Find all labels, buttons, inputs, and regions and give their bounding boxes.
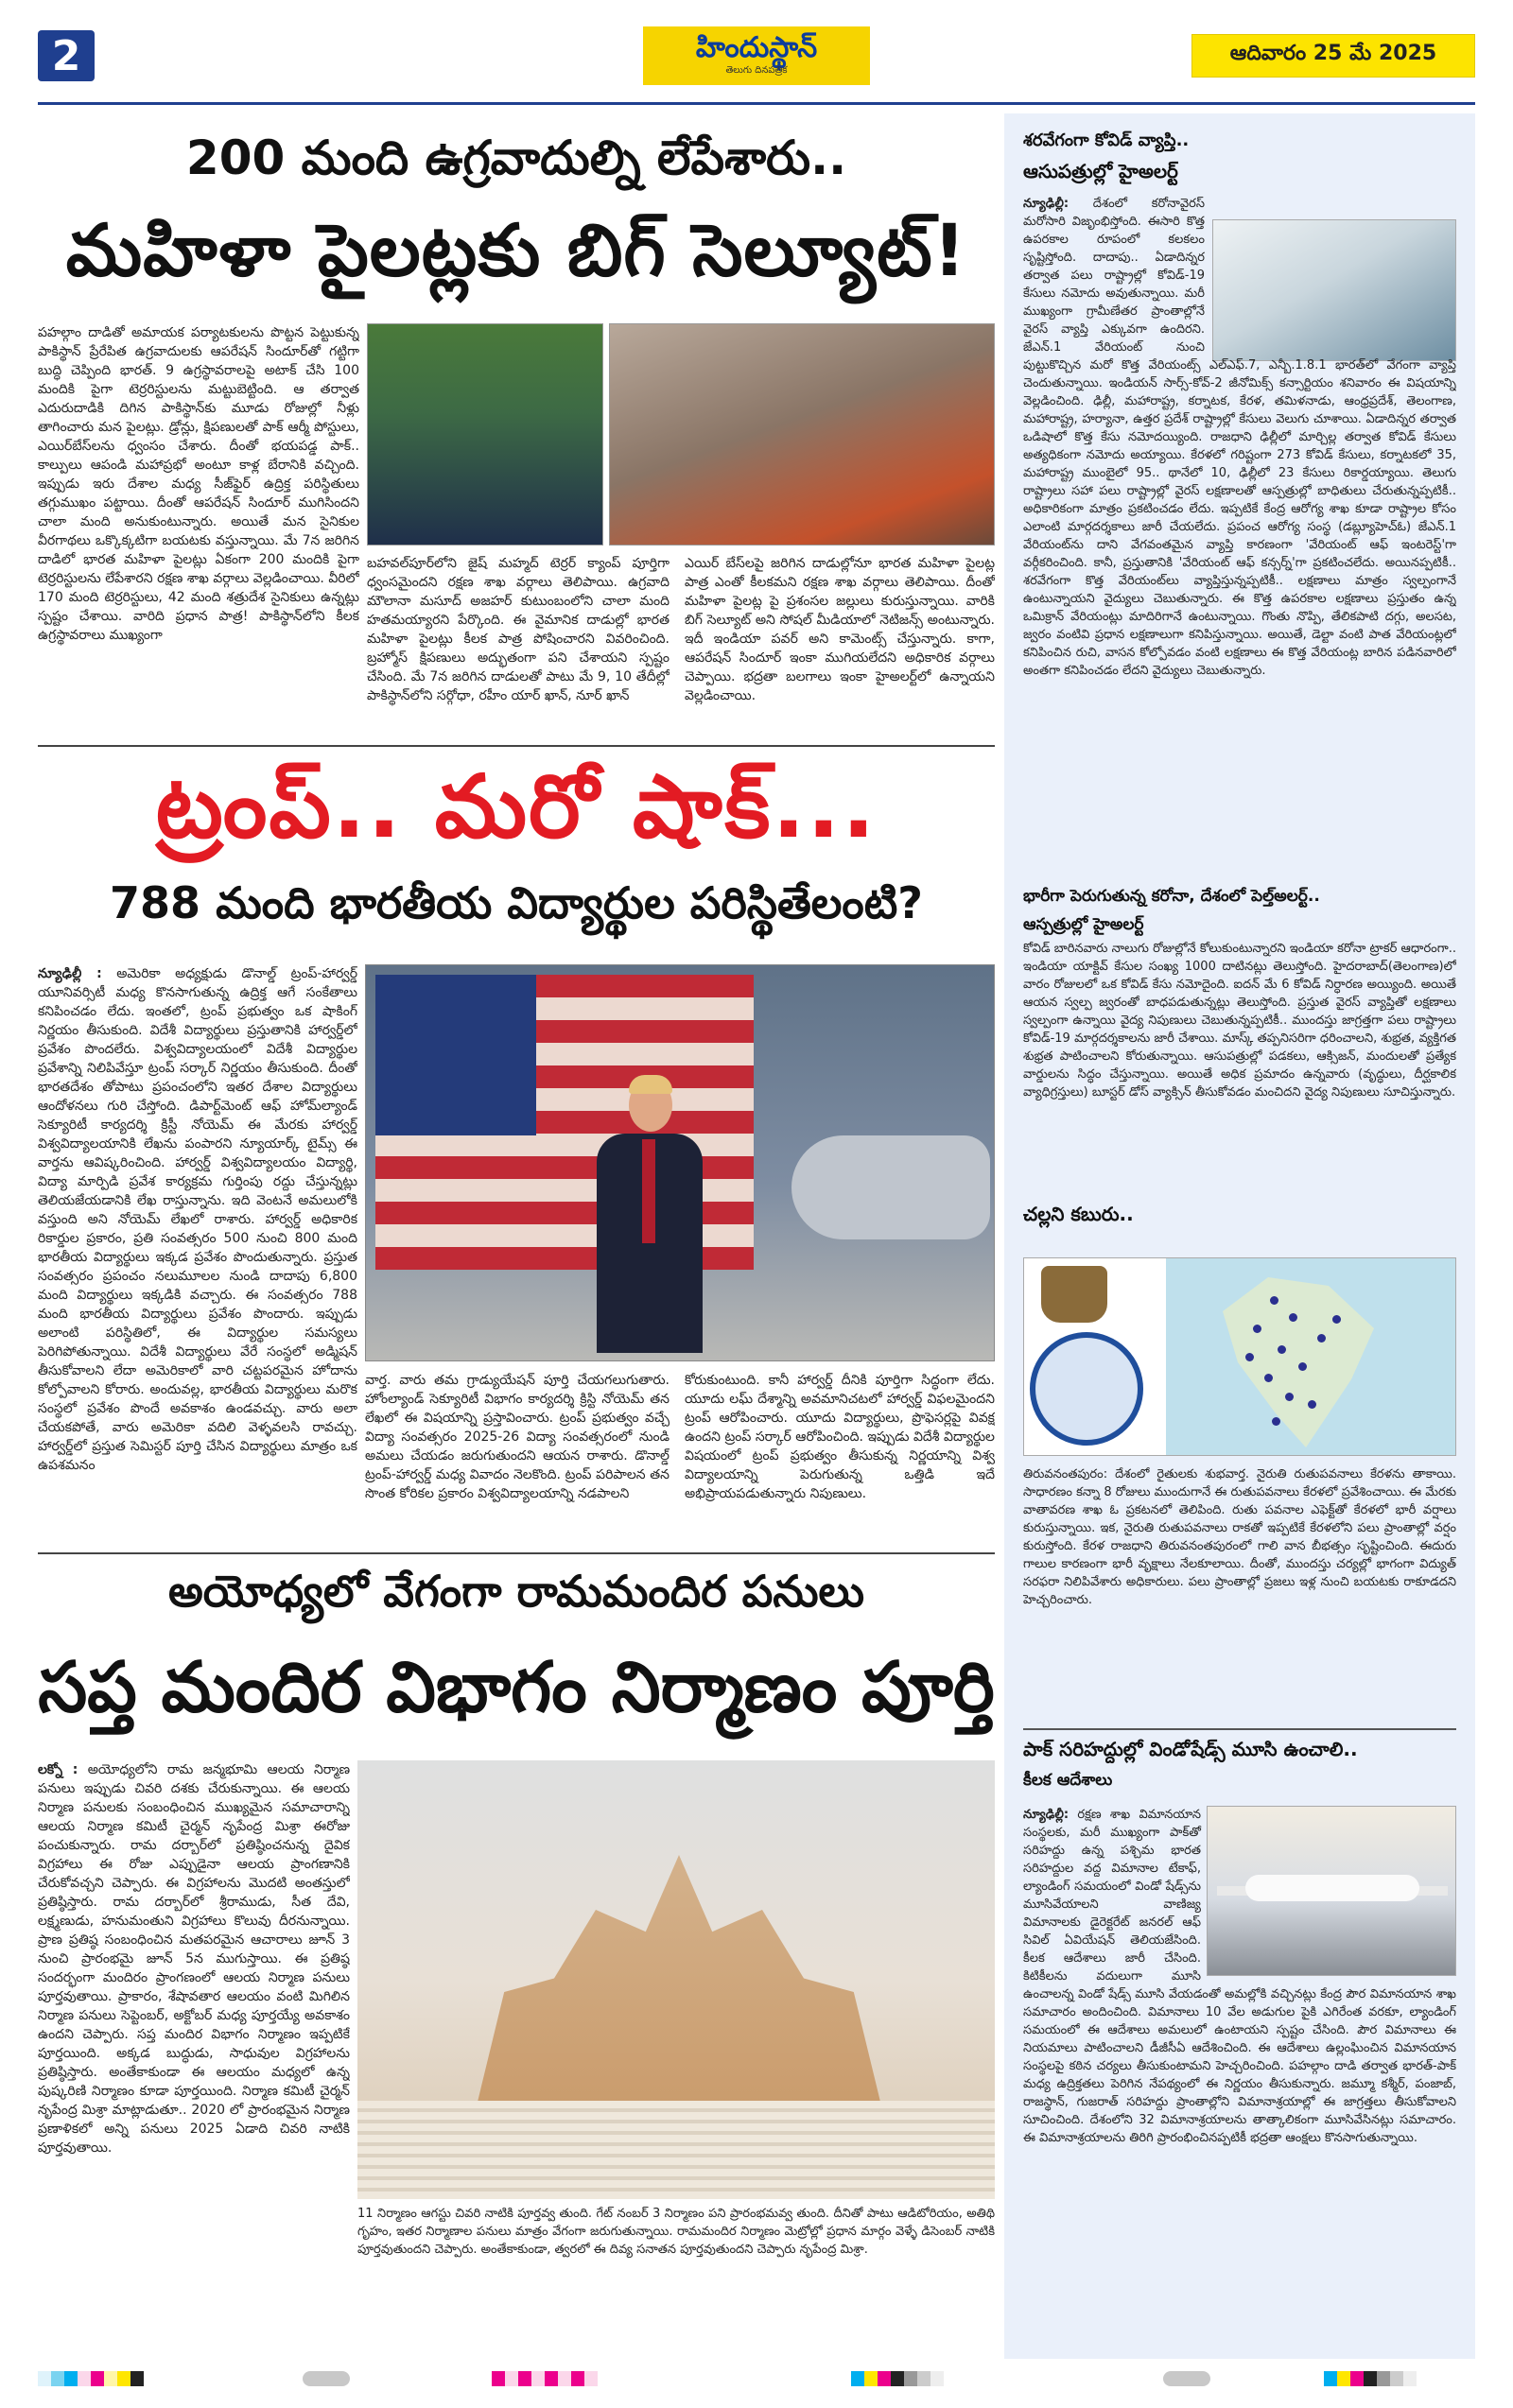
border-headline: కీలక ఆదేశాలు [1023, 1771, 1113, 1790]
registration-mark [1163, 2371, 1210, 2386]
story2-column-1 [38, 964, 357, 1541]
story2-column-3: కోరుకుంటుంది. కానీ హార్వర్డ్ దీనికి పూర్తిగా సిద్ధంగా లేదు. యూదు లఘ్ దేశ్మాన్ని అవమానిచటలో హార్వర్డ్ విఫలమైందని ట్రంప్ ఆరోపించారు. యూదు విద్యార్థులు, ప్రొఫెసర్లపై వివక్ష ఉందని ట్రంప్ సర్కార్ ఆరోపించింది. ఇప్పుడు విదేశీ విద్యార్థుల విషయంలో ట్రంప్ ప్రభుత్వం తీసుకున్న నిర్ణయాన్ని విశ్వ విద్యాలయాన్ని పెరుగుతున్న ఒత్తిడి ఇదే అభిప్రాయపడుతున్నారు నిపుణులు. [685, 1373, 995, 1501]
covid-kicker: శరవేగంగా కోవిడ్ వ్యాప్తి.. [1023, 130, 1190, 150]
covid-dateline: న్యూఢిల్లీ: [1023, 197, 1070, 211]
covid-body-text: దేశంలో కరోనావైరస్ మరోసారి విజృంభిస్తోంది. ఈసారి కొత్త ఉపరకాల రూపంలో కలకలం సృష్టిస్తోంది. దాదాపు.. ఏడాదిన్నర తర్వాత పలు రాష్ట్రాల్లో కోవిడ్-19 కేసులు నమోదు అవుతున్నాయి. మరీ ముఖ్యంగా గ్రామీణేతర ప్రాంతాల్లోనే వైరస్ వ్యాప్తి ఎక్కువగా ఉందిరని. జేఎన్.1 వేరియంట్ నుంచి పుట్టుకొచ్చిన మరో కొత్త వేరియంట్స్ ఎల్ఎఫ్.7, ఎన్బీ.1.8.1 భారత్‌లో వేగంగా వ్యాప్తి చెందుతున్నాయి. ఇండియన్ సార్స్-కోవ్-2 జీనోమిక్స్ కన్సార్టియం శనివారం ఈ విషయాన్ని వెల్లడించింది. ఢిల్లీ, మహారాష్ట్ర, కర్నాటక, కేరళ, తమిళనాడు, ఆంధ్రప్రదేశ్, తెలంగాణ, మహారాష్ట్ర, హర్యానా, ఉత్తర ప్రదేశ్ రాష్ట్రాల్లో కేసులు వెలుగు చూశాయి. ఏడాదిన్నర తర్వాత ఒడిషాలో కొత్త కేసు నమోదయ్యింది. రాజధాని ఢిల్లీలో మార్చిల్ల తర్వాత కోవిడ్ కేసులు అత్యధికంగా నమోదు అయ్యాయి. కేరళలో గరిష్టంగా 273 కోవిడ్ కేసులు, కర్నాటకలో 35, మహారాష్ట్ర ముంబైలో 95.. థానేలో 10, ఢిల్లీలో 23 కేసులు రికార్డయ్యాయి. తెలుగు రాష్ట్రాలు సహా పలు రాష్ట్రాల్లో వైరస్ లక్షణాలతో ఆస్పత్రుల్లో బాధితులు చేరుతున్నప్పటికీ.. అధికారికంగా మాత్రం ప్రకటించడం లేదు. ఇప్పటికే కేంద్ర ఆరోగ్య శాఖ కూడా రాష్ట్రాల కోసం ఎలాంటి మార్గదర్శకాలు జారీ చేయలేదు. ప్రపంచ ఆరోగ్య సంస్థ (డబ్ల్యూహెచ్‌ఓ) జేఎన్.1 వేరియంట్‌ను దాని వేగవంతమైన వ్యాప్తి కారణంగా 'వేరియంట్ ఆఫ్ ఇంటరెస్ట్'గా వర్గీకరించింది. కానీ, ప్రస్తుతానికి 'వేరియంట్ ఆఫ్ కన్సర్న్'గా ప్రకటించలేదు. అయినప్పటికీ.. శరవేగంగా కొత్త వేరియంట్‌లు వ్యాప్తిస్తున్నప్పటికీ.. లక్షణాలు మాత్రం స్వల్పంగానే ఉంటున్నాయని వైద్యులు చెబుతున్నారు. ఈ కొత్త ఉపరకాల లక్షణాలు ప్రస్తుతం ఉన్న ఒమిక్రాన్ వేరియంట్లు మాదిరిగానే ఉంటున్నాయి. గొంతు నొప్పి, తేలికపాటి దగ్గు, అలసట, జ్వరం వంటివి ప్రధాన లక్షణాలుగా కనిపిస్తున్నాయి. అయితే, డెల్టా వంటి పాత వేరియంట్లలో కనిపించిన రుచి, వాసన కోల్పోవడం వంటి లక్షణాలు ఈ కొత్త వేరియంట్ల బారిన పడినవారిలో అంతగా కనిపించడం లేదని వైద్యులు చెబుతున్నారు. [1023, 197, 1456, 678]
weather-body: తిరువనంతపురం: దేశంలో రైతులకు శుభవార్త. నైరుతి రుతుపవనాలు కేరళను తాకాయి. సాధారణం కన్నా 8 రోజులు ముందుగానే ఈ రుతుపవనాలు కేరళలో ప్రవేశించాయి. ఈ మేరకు వాతావరణ శాఖ ఓ ప్రకటనలో తెలిపింది. రుతు పవనాల ఎఫెక్ట్‌తో కేరళలో భారీ వర్షాలు కురుస్తున్నాయి. ఇక, నైరుతి రుతుపవనాలు రాకతో ఇప్పటికే కేరళలోని పలు ప్రాంతాల్లో వర్షం కురుస్తోంది. కేరళ రాజధాని తిరువనంతపురంలో గాలి వాన బీభత్సం సృష్టించింది. ఈదురు గాలుల కారణంగా భారీ వృక్షాలు నేలకూలాయి. దీంతో, ముందస్తు చర్యల్లో భాగంగా విద్యుత్ సరఫరా నిలిపివేశారు అధికారులు. పలు ప్రాంతాల్లో ప్రజలు ఇళ్ల నుంచి బయటకు రాకూడదని హెచ్చరించారు. [1023, 1467, 1456, 1607]
story2-subheadline: 788 మంది భారతీయ విద్యార్థుల పరిస్థితేలంటి? [110, 877, 923, 928]
sidebar-covid-story [1023, 130, 1456, 193]
story3-column-1-text: అయోధ్యలోని రామ జన్మభూమి ఆలయ నిర్మాణ పనులు ఇప్పుడు చివరి దశకు చేరుకున్నాయి. ఈ ఆలయ నిర్మాణ పనులకు సంబంధించిన ముఖ్యమైన సమాచారాన్ని ఆలయ నిర్మాణ కమిటీ చైర్మన్ నృపేంద్ర మిశ్రా ఈరోజు పంచుకున్నారు. రామ దర్బార్‌లో ప్రతిష్ఠించనున్న దైవిక విగ్రహాలు ఈ రోజు ఎప్పుడైనా ఆలయ ప్రాంగణానికి చేరుకోవచ్చని చెప్పారు. ఈ విగ్రహాలను మొదటి అంతస్తులో ప్రతిష్ఠిస్తారు. రామ దర్బార్‌లో శ్రీరాముడు, సీత దేవి, లక్ష్మణుడు, హనుమంతుని విగ్రహాలు కొలువు దీరనున్నాయి. ప్రాణ ప్రతిష్ఠ సంబంధించిన మతపరమైన ఆచారాలు జూన్ 3 నుంచి ప్రారంభమై జూన్ 5న ముగుస్తాయి. ఈ ప్రతిష్ఠ సందర్భంగా మందిరం ప్రాంగణంలో ఆలయ నిర్మాణ పనులు పూర్తవుతాయి. ప్రాకారం, శేషావతార ఆలయం వంటి మిగిలిన నిర్మాణ పనులు సెప్టెంబర్, అక్టోబర్ మధ్య పూర్తయ్యే అవకాశం ఉందని చెప్పారు. సప్త మందిర విభాగం నిర్మాణం ఇప్పటికే పూర్తయింది. అక్కడ బుద్ధుడు, సాధువుల విగ్రహాలను ప్రతిష్ఠిస్తారు. అంతేకాకుండా ఈ ఆలయం మధ్యలో ఉన్న పుష్కరిణి నిర్మాణం కూడా పూర్తయింది. నిర్మాణ కమిటీ చైర్మన్ నృపేంద్ర మిశ్రా మాట్లాడుతూ.. 2020 లో ప్రారంభమైన నిర్మాణ ప్రణాళికలో అన్ని పనులు 2025 ఏడాది చివరి నాటికి పూర్తవుతాయి. [38, 1762, 350, 2156]
story1-column-1: పహల్గాం దాడితో అమాయక పర్యాటకులను పొట్టన పెట్టుకున్న పాకిస్థాన్ ప్రేరేపిత ఉగ్రవాదులకు ఆపరేషన్ సిందూర్‌తో గట్టిగా బుద్ధి చెప్పింది భారత్. 9 ఉగ్రస్థావరాలపై అటాక్ చేసి 100 మందికి పైగా టెర్రరిస్టులను మట్టుబెట్టింది. ఆ తర్వాత ఎదురుదాడికి దిగిన పాకిస్థాన్‌కు మూడు రోజుల్లో నీళ్లు తాగించారు మన పైలట్లు. డ్రోన్లు, క్షిపణులతో పాక్ ఆర్మీ పోస్టులు, ఎయిర్‌బేస్‌లను ధ్వంసం చేశారు. దీంతో భయపడ్డ పాక్.. కాల్పులు ఆపండి మహాప్రభో అంటూ కాళ్ల బేరానికి వచ్చింది. ఇప్పుడు ఇరు దేశాల మధ్య సీజ్‌ఫైర్ ఉద్రిక్త పరిస్థితులు తగ్గుముఖం పట్టాయి. దీంతో ఆపరేషన్ సిందూర్ ముగిసిందని చాలా మంది అనుకుంటున్నారు. అయితే మన సైనికుల వీరగాథలు ఒక్కొక్కటిగా బయటకు వస్తున్నాయి. మే 7న జరిగిన దాడిలో భారత మహిళా పైలట్లు ఏకంగా 200 మందికి పైగా టెర్రరిస్టులను లేపేశారని రక్షణ శాఖ వర్గాలు వెల్లడించాయి. వీరిలో 170 మంది టెర్రరిస్టులు, 42 మంది శత్రుదేశ సైనికులు ఉన్నట్లు స్పష్టం చేశాయి. వారిది ప్రధాన పాత్ర! పాకిస్థాన్‌లోని కీలక ఉగ్రస్థావరాలు ముఖ్యంగా [38, 325, 359, 643]
print-color-bar [492, 2371, 598, 2386]
covid-body-2: కోవిడ్ బారినవారు నాలుగు రోజుల్లోనే కోలుకుంటున్నారని ఇండియా కరోనా ట్రాకర్ ఆధారంగా.. ఇండియా యాక్టివ్ కేసుల సంఖ్య 1000 దాటినట్లు తెలుస్తోంది. హైదరాబాద్(తెలంగాణ)లో వారం రోజులలో ఒక కోవిడ్ కేసు నమోదైంది. ఐద‌న్ మే 6 కోవిడ్ నిర్ధారణ అయ్యింది. అయితే ఆయన స్వల్ప జ్వరంతో బాధపడుతున్నట్లు తెలుస్తోంది. ప్రస్తుత వైరస్ వ్యాప్తితో లక్షణాలు స్వల్పంగా ఉన్నాయి వైద్య నిపుణులు చెబుతున్నప్పటికీ.. ముందస్తు జాగ్రత్తగా పలు రాష్ట్రాలు కోవిడ్-19 మార్గదర్శకాలను జారీ చేశాయి. మాస్క్ తప్పనిసరిగా ధరించాలని, శుభ్రత, వ్యక్తిగత శుభ్రత పాటించాలని కోరుతున్నాయి. ఆసుపత్రుల్లో పడకలు, ఆక్సిజన్, మందులతో ప్రత్యేక వార్డులను సిద్ధం చేస్తున్నాయి. అయితే అధిక ప్రమాదం ఉన్నవారు (వృద్ధులు, దీర్ఘకాలిక వ్యాధిగ్రస్తులు) బూస్టర్ డోస్ వ్యాక్సిన్ తీసుకోవడం మంచిదని వైద్య నిపుణులు సూచిస్తున్నారు. [1023, 942, 1456, 1100]
story2-dateline: న్యూఢిల్లీ : [38, 966, 102, 981]
border-body [1023, 1806, 1456, 2354]
print-color-bar [851, 2371, 944, 2386]
speaker-figure [583, 1079, 716, 1353]
registration-mark [303, 2371, 350, 2386]
story-divider [38, 745, 995, 747]
page-number: 2 [38, 30, 95, 81]
story2-column-1-text: అమెరికా అధ్యక్షుడు డొనాల్డ్ ట్రంప్-హార్వర్డ్ యూనివర్సిటీ మధ్య కొనసాగుతున్న ఉద్రిక్త ఆగే సంకేతాలు కనిపించడం లేదు. ఇంతలో, ట్రంప్ ప్రభుత్వం ఒక షాకింగ్ నిర్ణయం తీసుకుంది. విదేశీ విద్యార్థులు ప్రస్తుతానికి హార్వర్డ్‌లో ప్రవేశం పొందలేరు. విశ్వవిద్యాలయంలో విదేశీ విద్యార్థుల ప్రవేశాన్ని నిలిపివేస్తూ ట్రంప్ సర్కార్ నిర్ణయం తీసుకుంది. దీంతో భారతదేశం తోపాటు ప్రపంచంలోని ఇతర దేశాల విద్యార్థులు ఆందోళనలు గురి చేస్తోంది. డిపార్ట్‌మెంట్ ఆఫ్ హోమ్‌ల్యాండ్ సెక్యూరిటీ కార్యదర్శి క్రిస్టీ నోయెమ్ ఈ మేరకు హార్వర్డ్ విశ్వవిద్యాలయానికి లేఖను పంపారని న్యూయార్క్ టైమ్స్ ఈ వార్తను ఆవిష్కరించింది. హార్వర్డ్ విశ్వవిద్యాలయం విద్యార్థి, విద్యా మార్పిడి ప్రవేశ కార్యక్రమ గుర్తింపు రద్దు చేస్తున్నట్లు తెలియజేయడానికి లేఖ రాస్తున్నాను. ఇది వెంటనే అమలులోకి వస్తుంది అని నోయెమ్ లేఖలో రాశారు. హార్వర్డ్ అధికారిక రికార్డుల ప్రకారం, ప్రతి సంవత్సరం 500 నుంచి 800 మంది భారతీయ విద్యార్థులు ఇక్కడ ప్రవేశం పొందుతున్నారు. ప్రస్తుత సంవత్సరం ప్రపంచం నలుమూలల నుండి దాదాపు 6,800 మంది విద్యార్థులు ఇక్కడికి వచ్చారు. ఈ సంవత్సరం 788 మంది భారతీయ విద్యార్థులు ప్రవేశం పొందారు. ఇప్పుడు అలాంటి పరిస్థితిలో, ఈ విద్యార్థుల సమస్యలు పెరిగిపోతున్నాయి. విదేశీ విద్యార్థులు వేరే సంస్థలో అడ్మిషన్ తీసుకోవాలని లేదా అమెరికాలో వారి చట్టపరమైన హోదాను కోల్పోవాలని కోరారు. అందువల్ల, భారతీయ విద్యార్థులు మరొక సంస్థలో ప్రవేశం పొందే అవకాశం ఉండవచ్చు. వారు అలా చేయకపోతే, వారు అమెరికా వదిలి వెళ్ళవలసి రావచ్చు. హార్వర్డ్‌లో ప్రస్తుత సెమిస్టర్ పూర్తి చేసిన విద్యార్థులు మాత్రం ఒక ఉపశమనం [38, 966, 357, 1473]
story3-photo-ram-mandir[interactable] [357, 1760, 995, 2199]
flag-canton [375, 975, 536, 1135]
story1-photo-destroyed-camp[interactable] [609, 323, 995, 546]
drone-model [791, 1135, 990, 1239]
masthead-divider [38, 102, 1475, 105]
newspaper-logo[interactable] [643, 26, 870, 85]
covid-followup [1023, 881, 1456, 1189]
covid-subhead-2: ఆస్పత్రుల్లో హైఅలర్ట్ [1023, 915, 1144, 934]
story3-kicker: అయోధ్యలో వేగంగా రామమందిర పనులు [167, 1566, 865, 1617]
edition-date: ఆదివారం 25 మే 2025 [1191, 34, 1475, 78]
border-kicker[interactable]: పాక్ సరిహద్దుల్లో విండోషేడ్స్ మూసి ఉంచాలి.. [1023, 1738, 1358, 1760]
print-color-bar [1324, 2371, 1430, 2386]
print-color-bar [38, 2371, 144, 2386]
story1-headline[interactable]: మహిళా పైలట్లకు బిగ్ సెల్యూట్! [65, 208, 967, 292]
border-body-text: రక్షణ శాఖ విమానయాన సంస్థలకు, మరీ ముఖ్యంగా పాక్‌తో సరిహద్దు ఉన్న పశ్చిమ భారత సరిహద్దుల వద్ద విమానాల టేకాఫ్, ల్యాండింగ్ సమయంలో విండో షేడ్స్‌ను మూసివేయాలని వాణిజ్య విమానాలకు డైరెక్టరేట్ జనరల్ ఆఫ్ సివిల్ ఏవియేషన్ తెలియజేసింది. కీలక ఆదేశాలు జారీ చేసింది. కిటికీలను వదులుగా మూసి ఉంచాలన్న విండో షేడ్స్ మూసి వేయడంతో అమల్లోకి వచ్చినట్లు కేంద్ర పౌర విమానయాన శాఖ సమాచారం అందించింది. విమానాలు 10 వేల అడుగుల పైకి ఎగిరేంత వరకూ, ల్యాండింగ్ సమయంలో ఈ ఆదేశాలు అమలులో ఉంటాయని స్పష్టం చేసింది. పౌర విమానాలు ఈ నియమాలు పాటించాలని డీజీసీఏ ఆదేశించింది. ఈ ఆదేశాలు ఉల్లంఘించిన విమానయాన సంస్థలపై కఠిన చర్యలు తీసుకుంటామని హెచ్చరించింది. పహల్గాం దాడి తర్వాత భారత్‌-పాక్ మధ్య ఉద్రిక్తతలు పెరిగిన నేపథ్యంలో ఈ నిర్ణయం తీసుకున్నారు. జమ్మూ కశ్మీర్, పంజాబ్, రాజస్థాన్, గుజరాత్ సరిహద్దు ప్రాంతాల్లోని విమానాశ్రయాల్లో ఈ జాగ్రత్తలు తీసుకోవాలని సూచించింది. దేశంలోని 32 విమానాశ్రయాలను తాత్కాలికంగా మూసివేసినట్లు సమాచారం. ఈ విమానాశ్రయాలను తిరిగి ప్రారంభించినప్పటికీ భద్రతా ఆంక్షలు కొనసాగుతున్నాయి. [1023, 1808, 1456, 2145]
story2-headline[interactable]: ట్రంప్.. మరో షాక్... [155, 756, 878, 858]
border-dateline: న్యూఢిల్లీ: [1023, 1808, 1070, 1822]
story2-column-2: వార్త. వారు తమ గ్రాడ్యుయేషన్ పూర్తి చేయగలుగుతారు. హోంల్యాండ్ సెక్యూరిటీ విభాగం కార్యదర్శి క్రిస్టి నోయెమ్ తన లేఖలో ఈ విషయాన్ని ప్రస్తావించారు. ట్రంప్ ప్రభుత్వం వచ్చే విద్యా సంవత్సరం 2025-26 విద్యా సంవత్సరంలో నుండి అమలు చేయడం జరుగుతుందని ఆయన రాశారు. డొనాల్డ్ ట్రంప్-హార్వర్డ్ మధ్య వివాదం నెలకొంది. ట్రంప్ పరిపాలన తన సొంత కోరికల ప్రకారం విశ్వవిద్యాలయాన్ని నడపాలని [365, 1373, 670, 1501]
story2-photo-trump[interactable] [365, 964, 995, 1361]
story3-column-1 [38, 1760, 350, 2351]
story3-dateline: లక్నో : [38, 1762, 78, 1777]
story1-column-2: బహవల్‌పూర్‌లోని జైష్ మహ్మద్ టెర్రర్ క్యాంప్ పూర్తిగా ధ్వంసమైందని రక్షణ శాఖ వర్గాలు తెలిపాయి. ఉగ్రవాది మౌలానా మసూద్ అజహర్ కుటుంబంలోని చాలా మంది హతమయ్యారని పేర్కొంది. ఈ వైమానిక దాడుల్లో భారత మహిళా పైలట్లు కీలక పాత్ర పోషించారని వివరించింది. బ్రహ్మోస్ క్షిపణులు అద్భుతంగా పని చేశాయని స్పష్టం చేసింది. మే 7న జరిగిన దాడులతో పాటు మే 9, 10 తేదీల్లో పాకిస్థాన్‌లోని సర్గోధా, రహీం యార్ ఖాన్, నూర్ ఖాన్ [367, 556, 670, 703]
sidebar-weather-story [1023, 1203, 1456, 1236]
imd-seal-icon [1030, 1332, 1143, 1446]
covid-headline[interactable]: ఆసుపత్రుల్లో హైఅలర్ట్ [1023, 160, 1178, 182]
temple-steps [357, 2101, 995, 2199]
story1-column-3: ఎయిర్ బేస్‌లపై జరిగిన దాడుల్లోనూ భారత మహిళా పైలట్ల పాత్ర ఎంతో కీలకమని రక్షణ శాఖ వర్గాలు తెలిపాయి. దీంతో మహిళా పైలట్ల పై ప్రశంసల జల్లులు కురుస్తున్నాయి. వారికి బిగ్ సెల్యూట్ అని సోషల్ మీడియాలో నెటిజన్స్ అంటున్నారు. ఇదీ ఇండియా పవర్ అని కామెంట్స్ చేస్తున్నారు. కాగా, ఆపరేషన్ సిందూర్ ఇంకా ముగియలేదని అధికారిక వర్గాలు చెప్పాయి. భద్రతా బలగాలు ఇంకా హైఅలర్ట్‌లో ఉన్నాయని వెల్లడించాయి. [685, 556, 995, 703]
temple-silhouette [471, 1855, 887, 2129]
covid-subhead: భారీగా పెరుగుతున్న కరోనా, దేశంలో పెల్త్అలర్ట్.. [1023, 887, 1320, 906]
national-emblem-icon [1041, 1266, 1107, 1323]
weather-headline[interactable]: చల్లని కబురు.. [1023, 1203, 1134, 1225]
logo-tagline: తెలుగు దినపత్రిక [725, 65, 788, 76]
sidebar-border-story [1023, 1738, 1456, 1795]
story-divider [38, 1552, 995, 1554]
logo-text: హిందుస్థాన్ [695, 31, 818, 64]
story3-headline[interactable]: సప్త మందిర విభాగం నిర్మాణం పూర్తి [38, 1647, 995, 1728]
india-map-shape [1223, 1277, 1374, 1447]
masthead [38, 26, 1475, 93]
story1-kicker: 200 మంది ఉగ్రవాదుల్ని లేపేశారు.. [185, 130, 847, 185]
story3-column-2: 11 నిర్మాణం ఆగస్టు చివరి నాటికి పూర్తవ్వ తుంది. గేట్ నంబర్ 3 నిర్మాణం పని ప్రారంభమవ్వ తుంది. దీనితో పాటు ఆడిటోరియం, అతిథి గృహం, ఇతర నిర్మాణాల పనులు మాత్రం వేగంగా జరుగుతున్నాయి. రామమందిర నిర్మాణం మెట్రోల్లో ప్రధాన మార్గం వెళ్ళే డిసెంబర్ నాటికి పూర్తవుతుందని చెప్పారు. అంతేకాకుండా, త్వరలో ఈ దివ్య సనాతన పూర్తవుతుందని చెప్పారు నృపేంద్ర మిశ్రా. [357, 2207, 995, 2257]
sidebar-divider [1023, 1728, 1456, 1730]
rainfall-map [1166, 1258, 1456, 1456]
imd-rainfall-image[interactable] [1023, 1257, 1456, 1456]
sidebar [1004, 113, 1475, 2359]
main-column [38, 113, 995, 2359]
story1-photo-officers[interactable] [367, 323, 603, 546]
